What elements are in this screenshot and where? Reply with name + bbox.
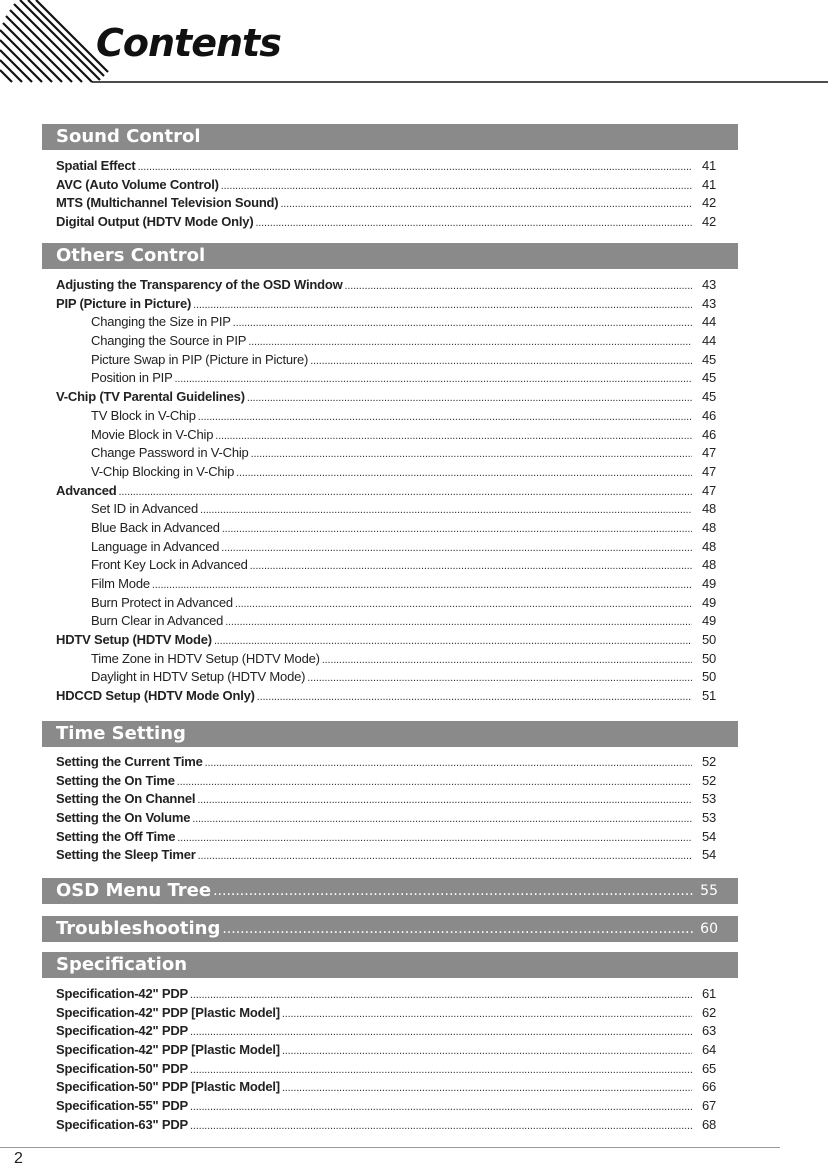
section-page: 60 (700, 921, 718, 937)
entry-label: Picture Swap in PIP (Picture in Picture) (91, 351, 309, 367)
dot-leader (233, 314, 692, 333)
entry-label: Adjusting the Transparency of the OSD Window (56, 277, 343, 292)
entry-page: 49 (701, 576, 716, 591)
entry-page: 41 (701, 158, 716, 173)
toc-entry[interactable] (56, 687, 716, 706)
toc-entry[interactable] (56, 1022, 716, 1041)
entry-page: 45 (701, 389, 716, 405)
entry-page: 41 (701, 176, 716, 192)
toc-sub-entry[interactable] (56, 444, 716, 463)
dot-leader (198, 847, 692, 866)
entry-label: HDCCD Setup (HDTV Mode Only) (56, 688, 255, 704)
entry-page: 65 (701, 1060, 716, 1076)
entry-page: 66 (701, 1079, 716, 1095)
dot-leader (200, 501, 692, 520)
toc-entry[interactable] (56, 846, 716, 865)
entry-page: 49 (701, 594, 716, 610)
entry-label: Set ID in Advanced (91, 501, 198, 517)
entry-label: AVC (Auto Volume Control) (56, 176, 219, 192)
entry-page: 46 (701, 407, 716, 423)
entry-label: Advanced (56, 482, 117, 498)
entry-page: 63 (701, 1023, 716, 1039)
section-title: Specification (56, 954, 188, 975)
toc-list-specification (56, 985, 716, 1135)
dot-leader (247, 389, 692, 408)
dot-leader (255, 214, 692, 233)
section-page: 55 (700, 883, 718, 899)
section-header-troubleshooting[interactable] (42, 916, 738, 942)
section-header-others-control (42, 243, 738, 269)
entry-label: Specification-50" PDP [Plastic Model] (56, 1079, 280, 1095)
toc-entry[interactable] (56, 1041, 716, 1060)
entry-page: 52 (701, 754, 716, 769)
entry-page: 64 (701, 1042, 716, 1058)
dot-leader (190, 1023, 692, 1042)
entry-page: 52 (701, 772, 716, 788)
entry-label: Changing the Source in PIP (91, 333, 247, 349)
entry-page: 42 (701, 214, 716, 230)
entry-label: Blue Back in Advanced (91, 519, 220, 535)
entry-label: Front Key Lock in Advanced (91, 557, 248, 573)
toc-sub-entry[interactable] (56, 369, 716, 388)
section-title: Sound Control (56, 126, 201, 147)
entry-label: PIP (Picture in Picture) (56, 295, 192, 311)
toc-sub-entry[interactable] (56, 556, 716, 575)
toc-entry[interactable] (56, 1060, 716, 1079)
toc-sub-entry[interactable] (56, 519, 716, 538)
toc-entry[interactable] (56, 157, 716, 176)
entry-page: 48 (701, 501, 716, 517)
section-title: OSD Menu Tree (56, 880, 212, 901)
entry-label: Change Password in V-Chip (91, 445, 249, 461)
toc-entry[interactable] (56, 828, 716, 847)
entry-page: 68 (701, 1116, 716, 1132)
entry-page: 54 (701, 828, 716, 844)
entry-label: Specification-42" PDP [Plastic Model] (56, 1042, 280, 1058)
toc-sub-entry[interactable] (56, 594, 716, 613)
toc-entry[interactable] (56, 213, 716, 232)
dot-leader (251, 445, 692, 464)
entry-label: Language in Advanced (91, 538, 220, 554)
entry-page: 50 (701, 632, 716, 648)
toc-entry[interactable] (56, 790, 716, 809)
entry-page: 48 (701, 519, 716, 535)
entry-label: Film Mode (91, 576, 150, 591)
entry-page: 67 (701, 1098, 716, 1114)
toc-sub-entry[interactable] (56, 538, 716, 557)
dot-leader (222, 520, 692, 539)
entry-page: 61 (701, 986, 716, 1001)
entry-label: Specification-50" PDP (56, 1060, 189, 1076)
entry-label: HDTV Setup (HDTV Mode) (56, 632, 212, 648)
entry-page: 44 (701, 314, 716, 330)
page-number: 2 (14, 1150, 23, 1167)
dot-leader (282, 1079, 692, 1098)
entry-label: Burn Protect in Advanced (91, 594, 233, 610)
section-title: Troubleshooting (56, 918, 221, 939)
toc-entry[interactable] (56, 295, 716, 314)
dot-leader (310, 352, 692, 371)
dot-leader (222, 916, 694, 942)
entry-label: V-Chip (TV Parental Guidelines) (56, 389, 245, 405)
entry-page: 54 (701, 847, 716, 863)
dot-leader (198, 408, 692, 427)
dot-leader (175, 370, 692, 389)
dot-leader (221, 539, 692, 558)
entry-label: Specification-63" PDP (56, 1116, 189, 1132)
entry-label: Setting the Current Time (56, 754, 203, 769)
dot-leader (213, 878, 694, 904)
entry-page: 62 (701, 1004, 716, 1020)
entry-label: Specification-42" PDP (56, 986, 189, 1001)
dot-leader (205, 754, 692, 773)
section-title: Time Setting (56, 723, 186, 744)
entry-label: Setting the On Volume (56, 810, 191, 826)
entry-label: Setting the On Time (56, 772, 175, 788)
entry-page: 47 (701, 445, 716, 461)
toc-entry[interactable] (56, 985, 716, 1004)
toc-entry[interactable] (56, 176, 716, 195)
section-header-sound-control (42, 124, 738, 150)
toc-sub-entry[interactable] (56, 351, 716, 370)
dot-leader (119, 483, 692, 502)
entry-label: Specification-42" PDP [Plastic Model] (56, 1004, 280, 1020)
footer-divider (0, 1147, 780, 1148)
entry-label: Setting the Off Time (56, 828, 176, 844)
toc-sub-entry[interactable] (56, 650, 716, 669)
entry-label: Specification-55" PDP (56, 1098, 189, 1114)
toc-sub-entry[interactable] (56, 313, 716, 332)
entry-page: 50 (701, 669, 716, 685)
toc-sub-entry[interactable] (56, 500, 716, 519)
entry-page: 53 (701, 791, 716, 807)
entry-label: TV Block in V-Chip (91, 407, 196, 423)
entry-label: Changing the Size in PIP (91, 314, 231, 330)
toc-list-others-control (56, 276, 716, 706)
toc-entry[interactable] (56, 1004, 716, 1023)
toc-entry[interactable] (56, 631, 716, 650)
entry-page: 45 (701, 351, 716, 367)
entry-page: 42 (701, 195, 716, 211)
entry-page: 43 (701, 277, 716, 292)
dot-leader (215, 427, 692, 446)
dot-leader (190, 1117, 692, 1136)
section-header-osd-menu-tree[interactable] (42, 878, 738, 904)
dot-leader (250, 557, 692, 576)
dot-leader (282, 1042, 692, 1061)
dot-leader (177, 773, 692, 792)
entry-page: 46 (701, 426, 716, 442)
dot-leader (190, 1061, 692, 1080)
section-header-specification (42, 952, 738, 978)
toc-entry[interactable] (56, 276, 716, 295)
dot-leader (322, 651, 692, 670)
toc-entry[interactable] (56, 809, 716, 828)
entry-label: Digital Output (HDTV Mode Only) (56, 214, 254, 230)
entry-page: 43 (701, 295, 716, 311)
dot-leader (190, 1098, 692, 1117)
entry-page: 49 (701, 613, 716, 629)
toc-entry[interactable] (56, 1116, 716, 1135)
toc-sub-entry[interactable] (56, 332, 716, 351)
dot-leader (197, 791, 692, 810)
section-title: Others Control (56, 245, 206, 266)
dot-leader (248, 333, 692, 352)
dot-leader (190, 986, 692, 1005)
entry-page: 45 (701, 370, 716, 386)
dot-leader (214, 632, 692, 651)
page-header (0, 0, 828, 90)
page-title: Contents (96, 21, 281, 65)
entry-label: Position in PIP (91, 370, 173, 386)
dot-leader (177, 829, 692, 848)
toc-sub-entry[interactable] (56, 426, 716, 445)
toc-entry[interactable] (56, 753, 716, 772)
entry-label: V-Chip Blocking in V-Chip (91, 463, 235, 479)
toc-list-sound-control (56, 157, 716, 232)
entry-label: Time Zone in HDTV Setup (HDTV Mode) (91, 650, 320, 666)
dot-leader (345, 277, 693, 296)
entry-page: 47 (701, 482, 716, 498)
dot-leader (236, 464, 692, 483)
entry-page: 44 (701, 333, 716, 349)
entry-page: 48 (701, 538, 716, 554)
dot-leader (221, 177, 692, 196)
entry-label: MTS (Multichannel Television Sound) (56, 195, 279, 211)
entry-page: 47 (701, 463, 716, 479)
dot-leader (307, 669, 692, 688)
dot-leader (193, 296, 692, 315)
entry-label: Daylight in HDTV Setup (HDTV Mode) (91, 669, 306, 685)
dot-leader (235, 595, 692, 614)
dot-leader (282, 1005, 692, 1024)
toc-sub-entry[interactable] (56, 575, 716, 594)
dot-leader (225, 613, 692, 632)
toc-list-time-setting (56, 753, 716, 865)
dot-leader (152, 576, 692, 595)
toc-entry[interactable] (56, 388, 716, 407)
entry-label: Setting the Sleep Timer (56, 847, 196, 863)
toc-entry[interactable] (56, 1078, 716, 1097)
toc-sub-entry[interactable] (56, 407, 716, 426)
dot-leader (192, 810, 692, 829)
entry-page: 50 (701, 650, 716, 666)
dot-leader (280, 195, 692, 214)
entry-page: 48 (701, 557, 716, 573)
toc-entry[interactable] (56, 1097, 716, 1116)
entry-label: Spatial Effect (56, 158, 136, 173)
entry-label: Movie Block in V-Chip (91, 426, 214, 442)
entry-label: Specification-42" PDP (56, 1023, 189, 1039)
toc-entry[interactable] (56, 194, 716, 213)
entry-label: Burn Clear in Advanced (91, 613, 224, 629)
toc-sub-entry[interactable] (56, 463, 716, 482)
toc-entry[interactable] (56, 482, 716, 501)
toc-sub-entry[interactable] (56, 668, 716, 687)
section-header-time-setting (42, 721, 738, 747)
toc-sub-entry[interactable] (56, 612, 716, 631)
toc-entry[interactable] (56, 772, 716, 791)
dot-leader (138, 158, 692, 177)
entry-label: Setting the On Channel (56, 791, 196, 807)
dot-leader (257, 688, 692, 707)
entry-page: 53 (701, 810, 716, 826)
entry-page: 51 (701, 688, 716, 704)
